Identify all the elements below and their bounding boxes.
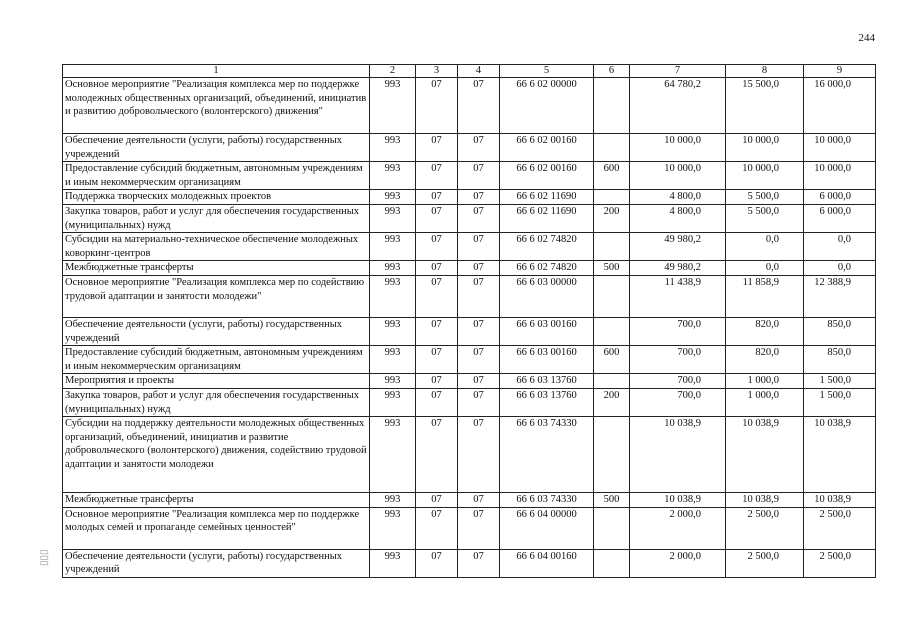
- row-name-cell: Обеспечение деятельности (услуги, работы) государственных учреждений: [63, 317, 370, 345]
- header-cell: 8: [726, 65, 804, 78]
- row-name-cell: Межбюджетные трансферты: [63, 261, 370, 276]
- header-cell: 2: [370, 65, 416, 78]
- row-code-cell: 500: [594, 493, 630, 508]
- row-amount-cell: 16 000,0: [804, 78, 876, 134]
- row-amount-cell: 10 000,0: [804, 134, 876, 162]
- row-code-cell: 600: [594, 346, 630, 374]
- table-row: [63, 261, 876, 276]
- row-code-cell: 07: [458, 317, 500, 345]
- row-code-cell: 993: [370, 493, 416, 508]
- table-row: [63, 134, 876, 162]
- row-amount-cell: 10 038,9: [804, 417, 876, 493]
- row-amount-cell: 64 780,2: [630, 78, 726, 134]
- row-code-cell: 07: [416, 374, 458, 389]
- table-row: [63, 317, 876, 345]
- row-amount-cell: 700,0: [630, 374, 726, 389]
- row-amount-cell: 10 000,0: [630, 162, 726, 190]
- row-code-cell: 07: [416, 204, 458, 232]
- row-code-cell: 993: [370, 78, 416, 134]
- row-code-cell: 66 6 02 00160: [500, 162, 594, 190]
- row-code-cell: 07: [416, 134, 458, 162]
- row-amount-cell: 2 500,0: [804, 549, 876, 577]
- row-amount-cell: 850,0: [804, 317, 876, 345]
- page-number: 244: [858, 32, 875, 44]
- row-amount-cell: 0,0: [726, 261, 804, 276]
- row-name-cell: Основное мероприятие "Реализация комплекса мер по поддержке молодых семей и пропаганде семейных ценностей": [63, 507, 370, 549]
- row-name-cell: Мероприятия и проекты: [63, 374, 370, 389]
- table-row: [63, 162, 876, 190]
- row-name-cell: Предоставление субсидий бюджетным, автономным учреждениям и иным некоммерческим организациям: [63, 162, 370, 190]
- row-amount-cell: 12 388,9: [804, 275, 876, 317]
- row-code-cell: 66 6 03 13760: [500, 388, 594, 416]
- row-code-cell: 200: [594, 388, 630, 416]
- row-amount-cell: 6 000,0: [804, 204, 876, 232]
- row-amount-cell: 2 500,0: [726, 507, 804, 549]
- row-code-cell: [594, 417, 630, 493]
- row-code-cell: 07: [458, 261, 500, 276]
- row-amount-cell: 10 038,9: [804, 493, 876, 508]
- row-amount-cell: 10 038,9: [726, 417, 804, 493]
- table-header-row: [63, 65, 876, 78]
- row-code-cell: 07: [416, 493, 458, 508]
- row-code-cell: [594, 233, 630, 261]
- row-amount-cell: 5 500,0: [726, 190, 804, 205]
- row-amount-cell: 10 000,0: [630, 134, 726, 162]
- row-name-cell: Субсидии на поддержку деятельности молодежных общественных организаций, объединений, инициатив и развитие добровольческого (волонтерского) движения, содействию трудовой адаптации и занятости молодежи: [63, 417, 370, 493]
- row-code-cell: 66 6 02 11690: [500, 190, 594, 205]
- row-code-cell: 07: [458, 78, 500, 134]
- row-code-cell: 66 6 03 74330: [500, 417, 594, 493]
- row-amount-cell: 1 500,0: [804, 388, 876, 416]
- row-code-cell: 993: [370, 190, 416, 205]
- table-row: [63, 417, 876, 493]
- header-cell: 1: [63, 65, 370, 78]
- table-row: [63, 78, 876, 134]
- row-name-cell: Межбюджетные трансферты: [63, 493, 370, 508]
- table-row: [63, 190, 876, 205]
- row-code-cell: 600: [594, 162, 630, 190]
- row-code-cell: 07: [458, 162, 500, 190]
- row-code-cell: 07: [458, 417, 500, 493]
- row-amount-cell: 1 500,0: [804, 374, 876, 389]
- row-amount-cell: 700,0: [630, 346, 726, 374]
- row-code-cell: 993: [370, 134, 416, 162]
- row-name-cell: Закупка товаров, работ и услуг для обеспечения государственных (муниципальных) нужд: [63, 204, 370, 232]
- row-code-cell: [594, 134, 630, 162]
- row-code-cell: 993: [370, 261, 416, 276]
- row-code-cell: 200: [594, 204, 630, 232]
- row-code-cell: [594, 275, 630, 317]
- row-code-cell: 07: [416, 507, 458, 549]
- row-code-cell: [594, 190, 630, 205]
- row-amount-cell: 10 000,0: [804, 162, 876, 190]
- header-cell: 6: [594, 65, 630, 78]
- row-code-cell: 66 6 04 00160: [500, 549, 594, 577]
- row-name-cell: Обеспечение деятельности (услуги, работы) государственных учреждений: [63, 134, 370, 162]
- row-amount-cell: 2 500,0: [804, 507, 876, 549]
- row-code-cell: [594, 317, 630, 345]
- row-amount-cell: 49 980,2: [630, 261, 726, 276]
- row-name-cell: Основное мероприятие "Реализация комплекса мер по поддержке молодежных общественных организаций, объединений, инициатив и развитию добровольческого (волонтерского) движения": [63, 78, 370, 134]
- table-row: [63, 388, 876, 416]
- row-amount-cell: 10 038,9: [630, 417, 726, 493]
- row-amount-cell: 10 000,0: [726, 134, 804, 162]
- row-amount-cell: 2 000,0: [630, 549, 726, 577]
- row-code-cell: 07: [458, 493, 500, 508]
- row-code-cell: 66 6 02 11690: [500, 204, 594, 232]
- row-amount-cell: 820,0: [726, 346, 804, 374]
- row-code-cell: 07: [458, 204, 500, 232]
- row-code-cell: 07: [416, 346, 458, 374]
- row-amount-cell: 700,0: [630, 317, 726, 345]
- row-amount-cell: 820,0: [726, 317, 804, 345]
- row-amount-cell: 0,0: [804, 261, 876, 276]
- row-code-cell: 66 6 02 00000: [500, 78, 594, 134]
- row-code-cell: 993: [370, 233, 416, 261]
- row-code-cell: 66 6 03 00160: [500, 346, 594, 374]
- row-code-cell: 07: [458, 275, 500, 317]
- row-code-cell: 07: [458, 190, 500, 205]
- row-code-cell: 07: [416, 317, 458, 345]
- row-amount-cell: 0,0: [726, 233, 804, 261]
- row-amount-cell: 1 000,0: [726, 388, 804, 416]
- row-code-cell: 07: [458, 388, 500, 416]
- table-row: [63, 507, 876, 549]
- row-name-cell: Закупка товаров, работ и услуг для обеспечения государственных (муниципальных) нужд: [63, 388, 370, 416]
- budget-table: [62, 64, 876, 578]
- row-code-cell: 993: [370, 549, 416, 577]
- row-code-cell: 993: [370, 346, 416, 374]
- row-amount-cell: 10 038,9: [630, 493, 726, 508]
- row-amount-cell: 6 000,0: [804, 190, 876, 205]
- row-code-cell: 07: [458, 346, 500, 374]
- row-amount-cell: 11 858,9: [726, 275, 804, 317]
- row-code-cell: [594, 374, 630, 389]
- row-code-cell: 66 6 03 74330: [500, 493, 594, 508]
- row-code-cell: 66 6 03 00160: [500, 317, 594, 345]
- header-cell: 9: [804, 65, 876, 78]
- row-amount-cell: 10 038,9: [726, 493, 804, 508]
- row-amount-cell: 0,0: [804, 233, 876, 261]
- row-name-cell: Обеспечение деятельности (услуги, работы) государственных учреждений: [63, 549, 370, 577]
- row-amount-cell: 700,0: [630, 388, 726, 416]
- table-row: [63, 275, 876, 317]
- row-code-cell: 66 6 04 00000: [500, 507, 594, 549]
- row-amount-cell: 10 000,0: [726, 162, 804, 190]
- row-code-cell: 07: [416, 261, 458, 276]
- row-code-cell: 07: [416, 388, 458, 416]
- row-amount-cell: 11 438,9: [630, 275, 726, 317]
- row-code-cell: 07: [458, 134, 500, 162]
- row-code-cell: 07: [458, 233, 500, 261]
- row-amount-cell: 850,0: [804, 346, 876, 374]
- row-code-cell: 66 6 02 74820: [500, 261, 594, 276]
- row-amount-cell: 1 000,0: [726, 374, 804, 389]
- row-name-cell: Субсидии на материально-техническое обеспечение молодежных коворкинг-центров: [63, 233, 370, 261]
- table-row: [63, 374, 876, 389]
- table-row: [63, 493, 876, 508]
- row-code-cell: 993: [370, 388, 416, 416]
- row-code-cell: 07: [458, 507, 500, 549]
- row-code-cell: 993: [370, 507, 416, 549]
- row-code-cell: 993: [370, 317, 416, 345]
- header-cell: 3: [416, 65, 458, 78]
- row-code-cell: 500: [594, 261, 630, 276]
- row-amount-cell: 15 500,0: [726, 78, 804, 134]
- row-code-cell: 66 6 02 00160: [500, 134, 594, 162]
- row-amount-cell: 2 500,0: [726, 549, 804, 577]
- row-code-cell: 07: [416, 162, 458, 190]
- header-cell: 7: [630, 65, 726, 78]
- row-code-cell: 07: [458, 549, 500, 577]
- row-code-cell: 993: [370, 162, 416, 190]
- row-amount-cell: 2 000,0: [630, 507, 726, 549]
- table-row: [63, 549, 876, 577]
- row-amount-cell: 4 800,0: [630, 204, 726, 232]
- row-code-cell: 66 6 03 13760: [500, 374, 594, 389]
- row-code-cell: 993: [370, 204, 416, 232]
- row-amount-cell: 5 500,0: [726, 204, 804, 232]
- row-name-cell: Предоставление субсидий бюджетным, автономным учреждениям и иным некоммерческим организациям: [63, 346, 370, 374]
- row-code-cell: [594, 78, 630, 134]
- table-row: [63, 346, 876, 374]
- header-cell: 4: [458, 65, 500, 78]
- row-code-cell: 07: [416, 275, 458, 317]
- row-amount-cell: 49 980,2: [630, 233, 726, 261]
- row-code-cell: 66 6 03 00000: [500, 275, 594, 317]
- row-code-cell: 993: [370, 374, 416, 389]
- table-row: [63, 204, 876, 232]
- margin-scan-mark: ▯▯▯: [39, 549, 50, 566]
- row-code-cell: 07: [416, 417, 458, 493]
- row-code-cell: 07: [416, 233, 458, 261]
- header-cell: 5: [500, 65, 594, 78]
- row-code-cell: 993: [370, 417, 416, 493]
- row-name-cell: Основное мероприятие "Реализация комплекса мер по содействию трудовой адаптации и занятости молодежи": [63, 275, 370, 317]
- row-code-cell: 07: [458, 374, 500, 389]
- row-code-cell: 07: [416, 549, 458, 577]
- row-name-cell: Поддержка творческих молодежных проектов: [63, 190, 370, 205]
- row-code-cell: 993: [370, 275, 416, 317]
- table-row: [63, 233, 876, 261]
- row-code-cell: 07: [416, 78, 458, 134]
- row-code-cell: [594, 507, 630, 549]
- row-code-cell: 66 6 02 74820: [500, 233, 594, 261]
- row-amount-cell: 4 800,0: [630, 190, 726, 205]
- row-code-cell: [594, 549, 630, 577]
- row-code-cell: 07: [416, 190, 458, 205]
